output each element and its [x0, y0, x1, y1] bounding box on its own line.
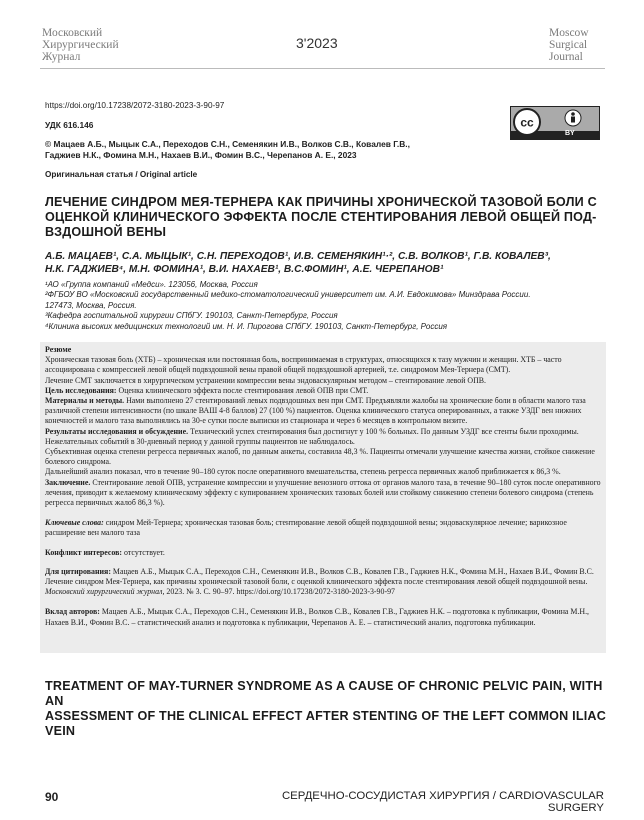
copyright-line-1: © Мацаев А.Б., Мыцык С.А., Переходов С.Н., Семенякин И.В., Волков С.В., Ковалев Г.В., [45, 139, 410, 149]
cite-text: Мацаев А.Б., Мыцык С.А., Переходов С.Н., Семенякин И.В., Волков С.В., Ковалев Г.В., Гаджиев Н.К., Фомина М.Н., Нахаев В.И., Фомин В.С. Лечение синдром Мея-Тернера, как причины хронической тазовой боли, с оценкой клинического эффекта после стентирования левой общей подвздошной вены. [45, 566, 594, 587]
affiliations [45, 280, 620, 332]
conclusion-label: Заключение. [45, 477, 91, 487]
methods-text: Нами выполнено 27 стентирований левых подвздошных вен при СМТ. Предъявляли жалобы на хронические боли в области малого таза различной степени интенсивности (по шкале ВАШ 4-8 баллов) 27 (100 %) пациентов. Оценка клинического статуса оперированных, а также УЗДГ вен нижних конечностей и малого таза выполнялись на 30-е сутки после выписки из стационара и через 6 месяцев в контрольном визите. [45, 396, 586, 426]
page-number: 90 [45, 790, 59, 804]
abstract-heading: Резюме [45, 345, 72, 354]
title-ru-line-1: ЛЕЧЕНИЕ СИНДРОМ МЕЯ-ТЕРНЕРА КАК ПРИЧИНЫ ХРОНИЧЕСКОЙ ТАЗОВОЙ БОЛИ С [45, 195, 597, 209]
udc-code: УДК 616.146 [45, 120, 94, 130]
logo-ru-line-2: Хирургический [42, 39, 119, 51]
cc-by-icon [511, 107, 599, 139]
cc-by-license-badge[interactable] [510, 106, 600, 140]
abstract-contribution [45, 607, 602, 627]
abstract-citation [45, 567, 602, 598]
abstract-body [45, 345, 602, 628]
article-title-en [45, 679, 615, 739]
issue-number: 3'2023 [296, 35, 338, 51]
affiliation-2: ²ФГБОУ ВО «Московский государственный медико-стоматологический университет им. А.И. Евдокимова» Минздрава России. [45, 290, 531, 300]
cc-by-label: BY [565, 130, 575, 137]
journal-logo-en [549, 27, 589, 63]
contrib-label: Вклад авторов: [45, 607, 100, 617]
affiliation-1: ¹АО «Группа компаний «Медси». 123056, Москва, Россия [45, 280, 258, 289]
authors-line-2: Н.К. ГАДЖИЕВ⁴, М.Н. ФОМИНА¹, В.И. НАХАЕВ¹, В.С.ФОМИН¹, А.Е. ЧЕРЕПАНОВ¹ [45, 264, 444, 275]
aim-text: Оценка клинического эффекта после стентирования левой ОПВ при СМТ. [116, 385, 369, 395]
logo-en-line-2: Surgical [549, 39, 588, 51]
title-en-line-1: TREATMENT OF MAY-TURNER SYNDROME AS A CAUSE OF CHRONIC PELVIC PAIN, WITH AN [45, 679, 603, 708]
journal-logo-ru-lines [42, 27, 119, 63]
abstract-keywords [45, 518, 602, 538]
logo-en-line-3: Journal [549, 51, 583, 63]
contrib-text: Мацаев А.Б., Мыцык С.А., Переходов С.Н., Семенякин И.В., Волков С.В., Ковалев Г.В., Гаджиев Н.К. – подготовка к публикации, Фомина М.Н., Нахаев В.И., Фомин В.С. – статистический анализ и подготовка к публикации, Черепанов А. Е. – статистический анализ, подготовка публикации. [45, 607, 590, 627]
abstract-results-2: Субъективная оценка степени регресса первичных жалоб, по данным анкеты, составила 48,3 %. Пациенты отмечали улучшение качества жизни, стойкое снижение болевого синдрома. [45, 447, 595, 467]
conclusion-text: Стентирование левой ОПВ, устранение компрессии и улучшение венозного оттока от органов малого таза, в течение 90–180 суток после оперативного лечения, приводит к желаемому клиническому эффекту с купированием хронических тазовых болей или стойкому снижению степени болевого синдрома (степень регресса первичных жалоб 86,3 %). [45, 477, 601, 508]
affiliation-3: ³Кафедра госпитальной хирургии СПбГУ. 190103, Санкт-Петербург, Россия [45, 311, 338, 321]
abstract-intro-2: Лечение СМТ заключается в хирургическом устранении компрессии вены эндоваскулярным методом – стентирование левой ОПВ. [45, 375, 487, 385]
doi-link[interactable]: https://doi.org/10.17238/2072-3180-2023-3-90-97 [45, 101, 225, 110]
article-type: Оригинальная статья / Original article [45, 170, 198, 179]
logo-ru-line-3: Журнал [42, 51, 81, 63]
title-ru-line-3: ВЗДОШНОЙ ВЕНЫ [45, 225, 167, 239]
cite-journal: Московский хирургический журнал, [45, 587, 165, 597]
results-text: Технический успех стентирования был достигнут у 100 % больных. По данным УЗДГ все стенты были проходимы. Нежелательных событий в 30-дневный период у данной группы пациентов не наблюдалось. [45, 426, 579, 446]
cite-tail: 2023. № 3. С. 90–97. https://doi.org/10.17238/2072-3180-2023-3-90-97 [164, 587, 395, 597]
conflict-text: отсутствует. [122, 547, 165, 557]
abstract-conflict [45, 548, 602, 558]
copyright [45, 139, 410, 162]
affiliation-2-cont: 127473, Москва, Россия. [45, 300, 137, 310]
header-rule [40, 68, 605, 69]
title-en-line-2: ASSESSMENT OF THE CLINICAL EFFECT AFTER STENTING OF THE LEFT COMMON ILIAC VEIN [45, 709, 607, 738]
keywords-text: синдром Мей-Тернера; хроническая тазовая боль; стентирование левой общей подвздошной вены; эндоваскулярное лечение; варикозное расширение вен малого таза [45, 518, 567, 538]
affiliation-4: ⁴Клиника высоких медицинских технологий им. Н. И. Пирогова СПбГУ. 190103, Санкт-Петербург, Россия [45, 321, 448, 331]
logo-en-line-1: Moscow [549, 27, 589, 39]
title-ru-line-2: ОЦЕНКОЙ КЛИНИЧЕСКОГО ЭФФЕКТА ПОСЛЕ СТЕНТИРОВАНИЯ ЛЕВОЙ ОБЩЕЙ ПОД- [45, 210, 597, 224]
results-label: Результаты исследования и обсуждение. [45, 426, 189, 436]
copyright-line-2: Гаджиев Н.К., Фомина М.Н., Нахаев В.И., Фомин В.С., Черепанов А. Е., 2023 [45, 150, 357, 161]
article-title-ru [45, 195, 610, 240]
abstract-results [45, 427, 602, 447]
logo-ru-line-1: Московский [42, 27, 103, 39]
aim-label: Цель исследования: [45, 385, 117, 395]
cite-label: Для цитирования: [45, 566, 111, 576]
methods-label: Материалы и методы. [45, 396, 125, 406]
conflict-label: Конфликт интересов: [45, 547, 123, 557]
abstract-results-3: Дальнейший анализ показал, что в течение 90–180 суток после оперативного вмешательства, степень регресса первичных жалоб приближается к 86,3 %. [45, 467, 561, 477]
keywords-label: Ключевые слова: [45, 518, 104, 528]
abstract-methods [45, 396, 602, 427]
authors [45, 250, 615, 276]
abstract-conclusion [45, 478, 602, 509]
abstract-aim [45, 386, 602, 396]
authors-line-1: А.Б. МАЦАЕВ¹, С.А. МЫЦЫК¹, С.Н. ПЕРЕХОДОВ¹, И.В. СЕМЕНЯКИН¹·², С.В. ВОЛКОВ¹, Г.В. КОВАЛЕВ³, [45, 251, 551, 262]
section-name: СЕРДЕЧНО-СОСУДИСТАЯ ХИРУРГИЯ / CARDIOVASCULAR SURGERY [281, 790, 604, 814]
svg-text:cc: cc [520, 115, 534, 130]
abstract-intro-1: Хроническая тазовая боль (ХТБ) – хроническая или постоянная боль, воспринимаемая в структурах, относящихся к тазу мужчин и женщин. ХТБ – часто ассоциирована с компрессией левой общей подвздошной вены правой общей подвздошной артерией, т.е. синдромом Мея-Тернера (СМТ). [45, 355, 562, 375]
